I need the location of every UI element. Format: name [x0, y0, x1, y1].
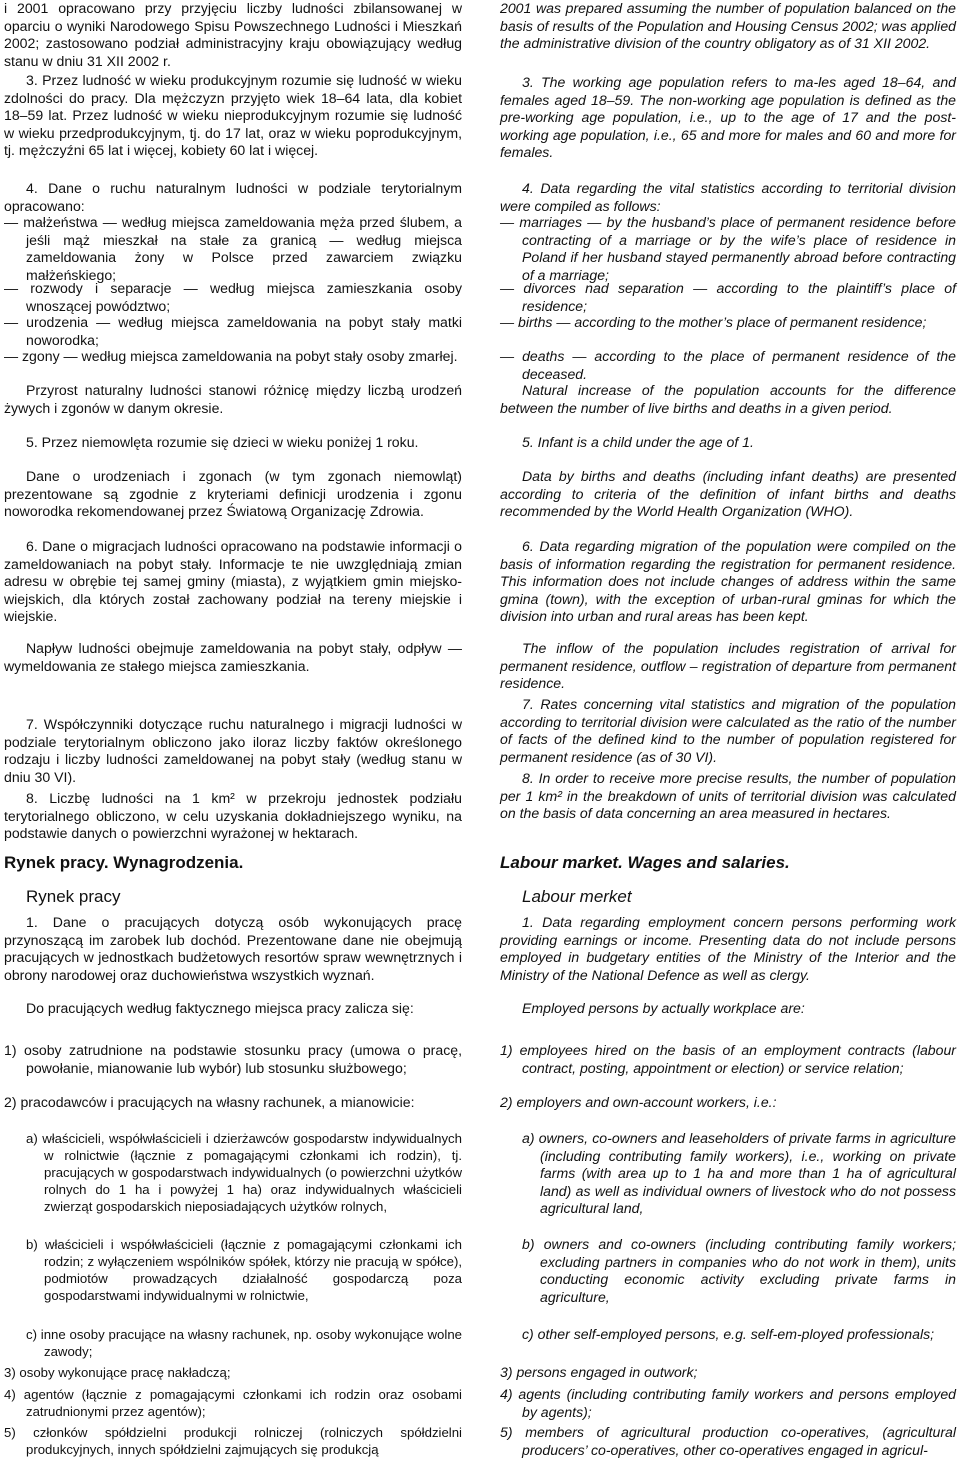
pl-section-3-working-age: 3. Przez ludność w wieku produkcyjnym rozumie się ludność w wieku zdolności do pracy. Dla mężczyzn przyjęto wiek 18–64 lata, dla kobiet 18–59 lat. Przez ludność w wieku nieprodukcyjnym rozumie się ludność w wieku przedprodukcyjnym, tj. do 17 lat, oraz w wieku poprodukcyjnym, tj. mężczyźni 65 lat i więcej, kobiety 60 lat i więcej. — [4, 72, 462, 158]
en-section-5-infants: 5. Infant is a child under the age of 1. — [522, 434, 754, 450]
en-intro-paragraph: 2001 was prepared assuming the number of population balanced on the basis of results of the Population and Housing Census 2002; was applied the administrative division of the country obligatory as of 31 XII 2002. — [500, 0, 956, 51]
en-labour-market-heading: Labour market. Wages and salaries. — [500, 853, 790, 872]
pl-item-deaths: — zgony — według miejsca zameldowania na pobyt stały osoby zmarłej. — [4, 348, 458, 364]
en-labour-market-subheading: Labour merket — [522, 887, 632, 906]
pl-labour-section-1: 1. Dane o pracujących dotyczą osób wykonujących pracę przynoszącą im zarobek lub dochód. Prezentowane dane nie obejmują pracujących w jednostkach budżetowych resortów spraw wewnętrznych i obrony narodowej oraz duchowieństwa wszystkich wyznań. — [4, 914, 462, 983]
pl-section-5-infants: 5. Przez niemowlęta rozumie się dzieci w wieku poniżej 1 roku. — [26, 434, 419, 450]
en-item-deaths: — deaths — according to the place of permanent residence of the deceased. — [500, 348, 956, 382]
en-section-7-rates: 7. Rates concerning vital statistics and migration of the population according to territorial division were calculated as the ratio of the number of facts of the defined kind to the number of population registered for permanent residence (as of 30 VI). — [500, 696, 956, 765]
pl-labour-market-subheading: Rynek pracy — [26, 887, 121, 906]
en-labour-section-1: 1. Data regarding employment concern persons performing work providing earnings or income. Presenting data do not include persons employed in budgetary entities of the Ministry of the Interior and the Ministry of the National Defence as well as clergy. — [500, 914, 956, 983]
pl-list-item-2a: a) właścicieli, współwłaścicieli i dzierżawców gospodarstw indywidualnych w rolnictwie (łącznie z pomagającymi członkami ich rodzin), tj. pracujących w gospodarstwach indywidualnych (o powierzchni użytków rolnych do 1 ha i powyżej 1 ha) oraz indywidualnych właścicieli zwierząt gospodarskich nieposiadających użytków rolnych, — [26, 1131, 462, 1214]
pl-intro-paragraph: i 2001 opracowano przy przyjęciu liczby ludności zbilansowanej w oparciu o wyniki Narodowego Spisu Powszechnego Ludności i Mieszkań 2002; zastosowano podział administracyjny kraju obowiązujący według stanu w dniu 31 XII 2002 r. — [4, 0, 462, 69]
en-list-item-2b: b) owners and co-owners (including contributing family workers; excluding partners in companies who do not work in them), units conducting economic activity excluding private farms in agriculture, — [522, 1236, 956, 1305]
en-employed-intro: Employed persons by actually workplace are: — [522, 1000, 805, 1016]
en-section-5-who-definition: Data by births and deaths (including infant deaths) are presented according to criteria of the definition of infant births and deaths recommended by the World Health Organization (WHO). — [500, 468, 956, 519]
pl-natural-increase: Przyrost naturalny ludności stanowi różnicę między liczbą urodzeń żywych i zgonów w danym okresie. — [4, 382, 462, 416]
en-list-item-1: 1) employees hired on the basis of an employment contracts (labour contract, posting, appointment or election) or service relation; — [500, 1042, 956, 1076]
en-item-births: — births — according to the mother’s place of permanent residence; — [500, 314, 927, 330]
en-list-item-4: 4) agents (including contributing family workers and persons employed by agents); — [500, 1386, 956, 1420]
pl-list-item-1: 1) osoby zatrudnione na podstawie stosunku pracy (umowa o pracę, powołanie, mianowanie lub wybór) lub stosunku służbowego; — [4, 1042, 462, 1076]
pl-section-5-who-definition: Dane o urodzeniach i zgonach (w tym zgonach niemowląt) prezentowane są zgodnie z kryteriami definicji urodzenia i zgonu noworodka rekomendowanej przez Światową Organizację Zdrowia. — [4, 468, 462, 519]
pl-section-6-migration: 6. Dane o migracjach ludności opracowano na podstawie informacji o zameldowaniach na pobyt stały. Informacje te nie uwzględniają zmian adresu w obrębie tej samej gminy (miasta), z wyjątkiem gmin miejsko-wiejskich, dla których został zachowany podział na tereny miejskie i wiejskie. — [4, 538, 462, 624]
pl-item-divorces: — rozwody i separacje — według miejsca zamieszkania osoby wnoszącej powództwo; — [4, 280, 462, 314]
pl-list-item-5: 5) członków spółdzielni produkcji rolniczej (rolniczych spółdzielni produkcyjnych, innych spółdzielni zajmujących się produkcją — [4, 1425, 462, 1457]
en-item-divorces: — divorces nad separation — according to the plaintiff’s place of residence; — [500, 280, 956, 314]
en-natural-increase: Natural increase of the population accounts for the difference between the number of live births and deaths in a given period. — [500, 382, 956, 416]
en-section-3-working-age: 3. The working age population refers to ma-les aged 18–64, and females aged 18–59. The non-working age population is defined as the pre-working age population, i.e., up to the age of 17 and the post-working age population, i.e., 65 and more for males and 60 and more for females. — [500, 74, 956, 160]
pl-list-item-2: 2) pracodawców i pracujących na własny rachunek, a mianowicie: — [4, 1094, 415, 1110]
en-section-4-vital-statistics: 4. Data regarding the vital statistics according to territorial division were compiled as follows: — [500, 180, 956, 214]
pl-section-4-vital-statistics: 4. Dane o ruchu naturalnym ludności w podziale terytorialnym opracowano: — [4, 180, 462, 214]
pl-employed-intro: Do pracujących według faktycznego miejsca pracy zalicza się: — [26, 1000, 414, 1016]
en-item-marriages: — marriages — by the husband’s place of permanent residence before contracting of a marriage or by the wife’s place of residence in Poland if her husband stayed permanently abroad before contracting of a marriage; — [500, 214, 956, 283]
en-list-item-2: 2) employers and own-account workers, i.e.: — [500, 1094, 777, 1110]
pl-list-item-4: 4) agentów (łącznie z pomagającymi członkami ich rodzin oraz osobami zatrudnionymi przez agentów); — [4, 1387, 462, 1419]
pl-section-8-density: 8. Liczbę ludności na 1 km² w przekroju jednostek podziału terytorialnego obliczono, w celu uzyskania dokładniejszego wyniku, na podstawie danych o powierzchni wyrażonej w hektarach. — [4, 790, 462, 841]
en-list-item-2a: a) owners, co-owners and leaseholders of private farms in agriculture (including contributing family workers), i.e., working on private farms (with area up to 1 ha and more than 1 ha of agricultural land) as well as individual owners of livestock who do not possess agricultural land, — [522, 1130, 956, 1216]
pl-section-7-rates: 7. Współczynniki dotyczące ruchu naturalnego i migracji ludności w podziale terytorialnym obliczono jako iloraz liczby faktów określonego rodzaju i liczby ludności zameldowanej na pobyt stały (według stanu w dniu 30 VI). — [4, 716, 462, 785]
en-section-8-density: 8. In order to receive more precise results, the number of population per 1 km² in the breakdown of units of territorial division was calculated on the basis of data concerning an area measured in hectares. — [500, 770, 956, 821]
pl-list-item-2b: b) właścicieli i współwłaścicieli (łącznie z pomagającymi członkami ich rodzin; z wyłączeniem wspólników spółek, którzy nie pracują w spółce), podmiotów prowadzących działalność gospodarczą poza gospodarstwami indywidualnymi w rolnictwie, — [26, 1237, 462, 1303]
pl-list-item-3: 3) osoby wykonujące pracę nakładczą; — [4, 1365, 231, 1380]
en-list-item-5: 5) members of agricultural production co-operatives, (agricultural producers’ co-operatives, other co-operatives engaged in agricul- — [500, 1424, 956, 1458]
en-section-6-inflow-outflow: The inflow of the population includes registration of arrival for permanent residence, outflow – registration of departure from permanent residence. — [500, 640, 956, 691]
en-list-item-3: 3) persons engaged in outwork; — [500, 1364, 698, 1380]
pl-item-births: — urodzenia — według miejsca zameldowania na pobyt stały matki noworodka; — [4, 314, 462, 348]
en-section-6-migration: 6. Data regarding migration of the population were compiled on the basis of information regarding the registration for permanent residence. This information does not include changes of address within the same gmina (town), with the exception of urban-rural gminas for which the division into urban and rural areas has been kept. — [500, 538, 956, 624]
pl-section-6-inflow-outflow: Napływ ludności obejmuje zameldowania na pobyt stały, odpływ — wymeldowania ze stałego miejsca zamieszkania. — [4, 640, 462, 674]
pl-item-marriages: — małżeństwa — według miejsca zameldowania męża przed ślubem, a jeśli mąż mieszkał na stałe za granicą — według miejsca zameldowania żony w Polsce przed zawarciem związku małżeńskiego; — [4, 214, 462, 283]
pl-labour-market-heading: Rynek pracy. Wynagrodzenia. — [4, 853, 244, 872]
pl-list-item-2c: c) inne osoby pracujące na własny rachunek, np. osoby wykonujące wolne zawody; — [26, 1327, 462, 1359]
en-list-item-2c: c) other self-employed persons, e.g. self-em-ployed professionals; — [522, 1326, 935, 1342]
